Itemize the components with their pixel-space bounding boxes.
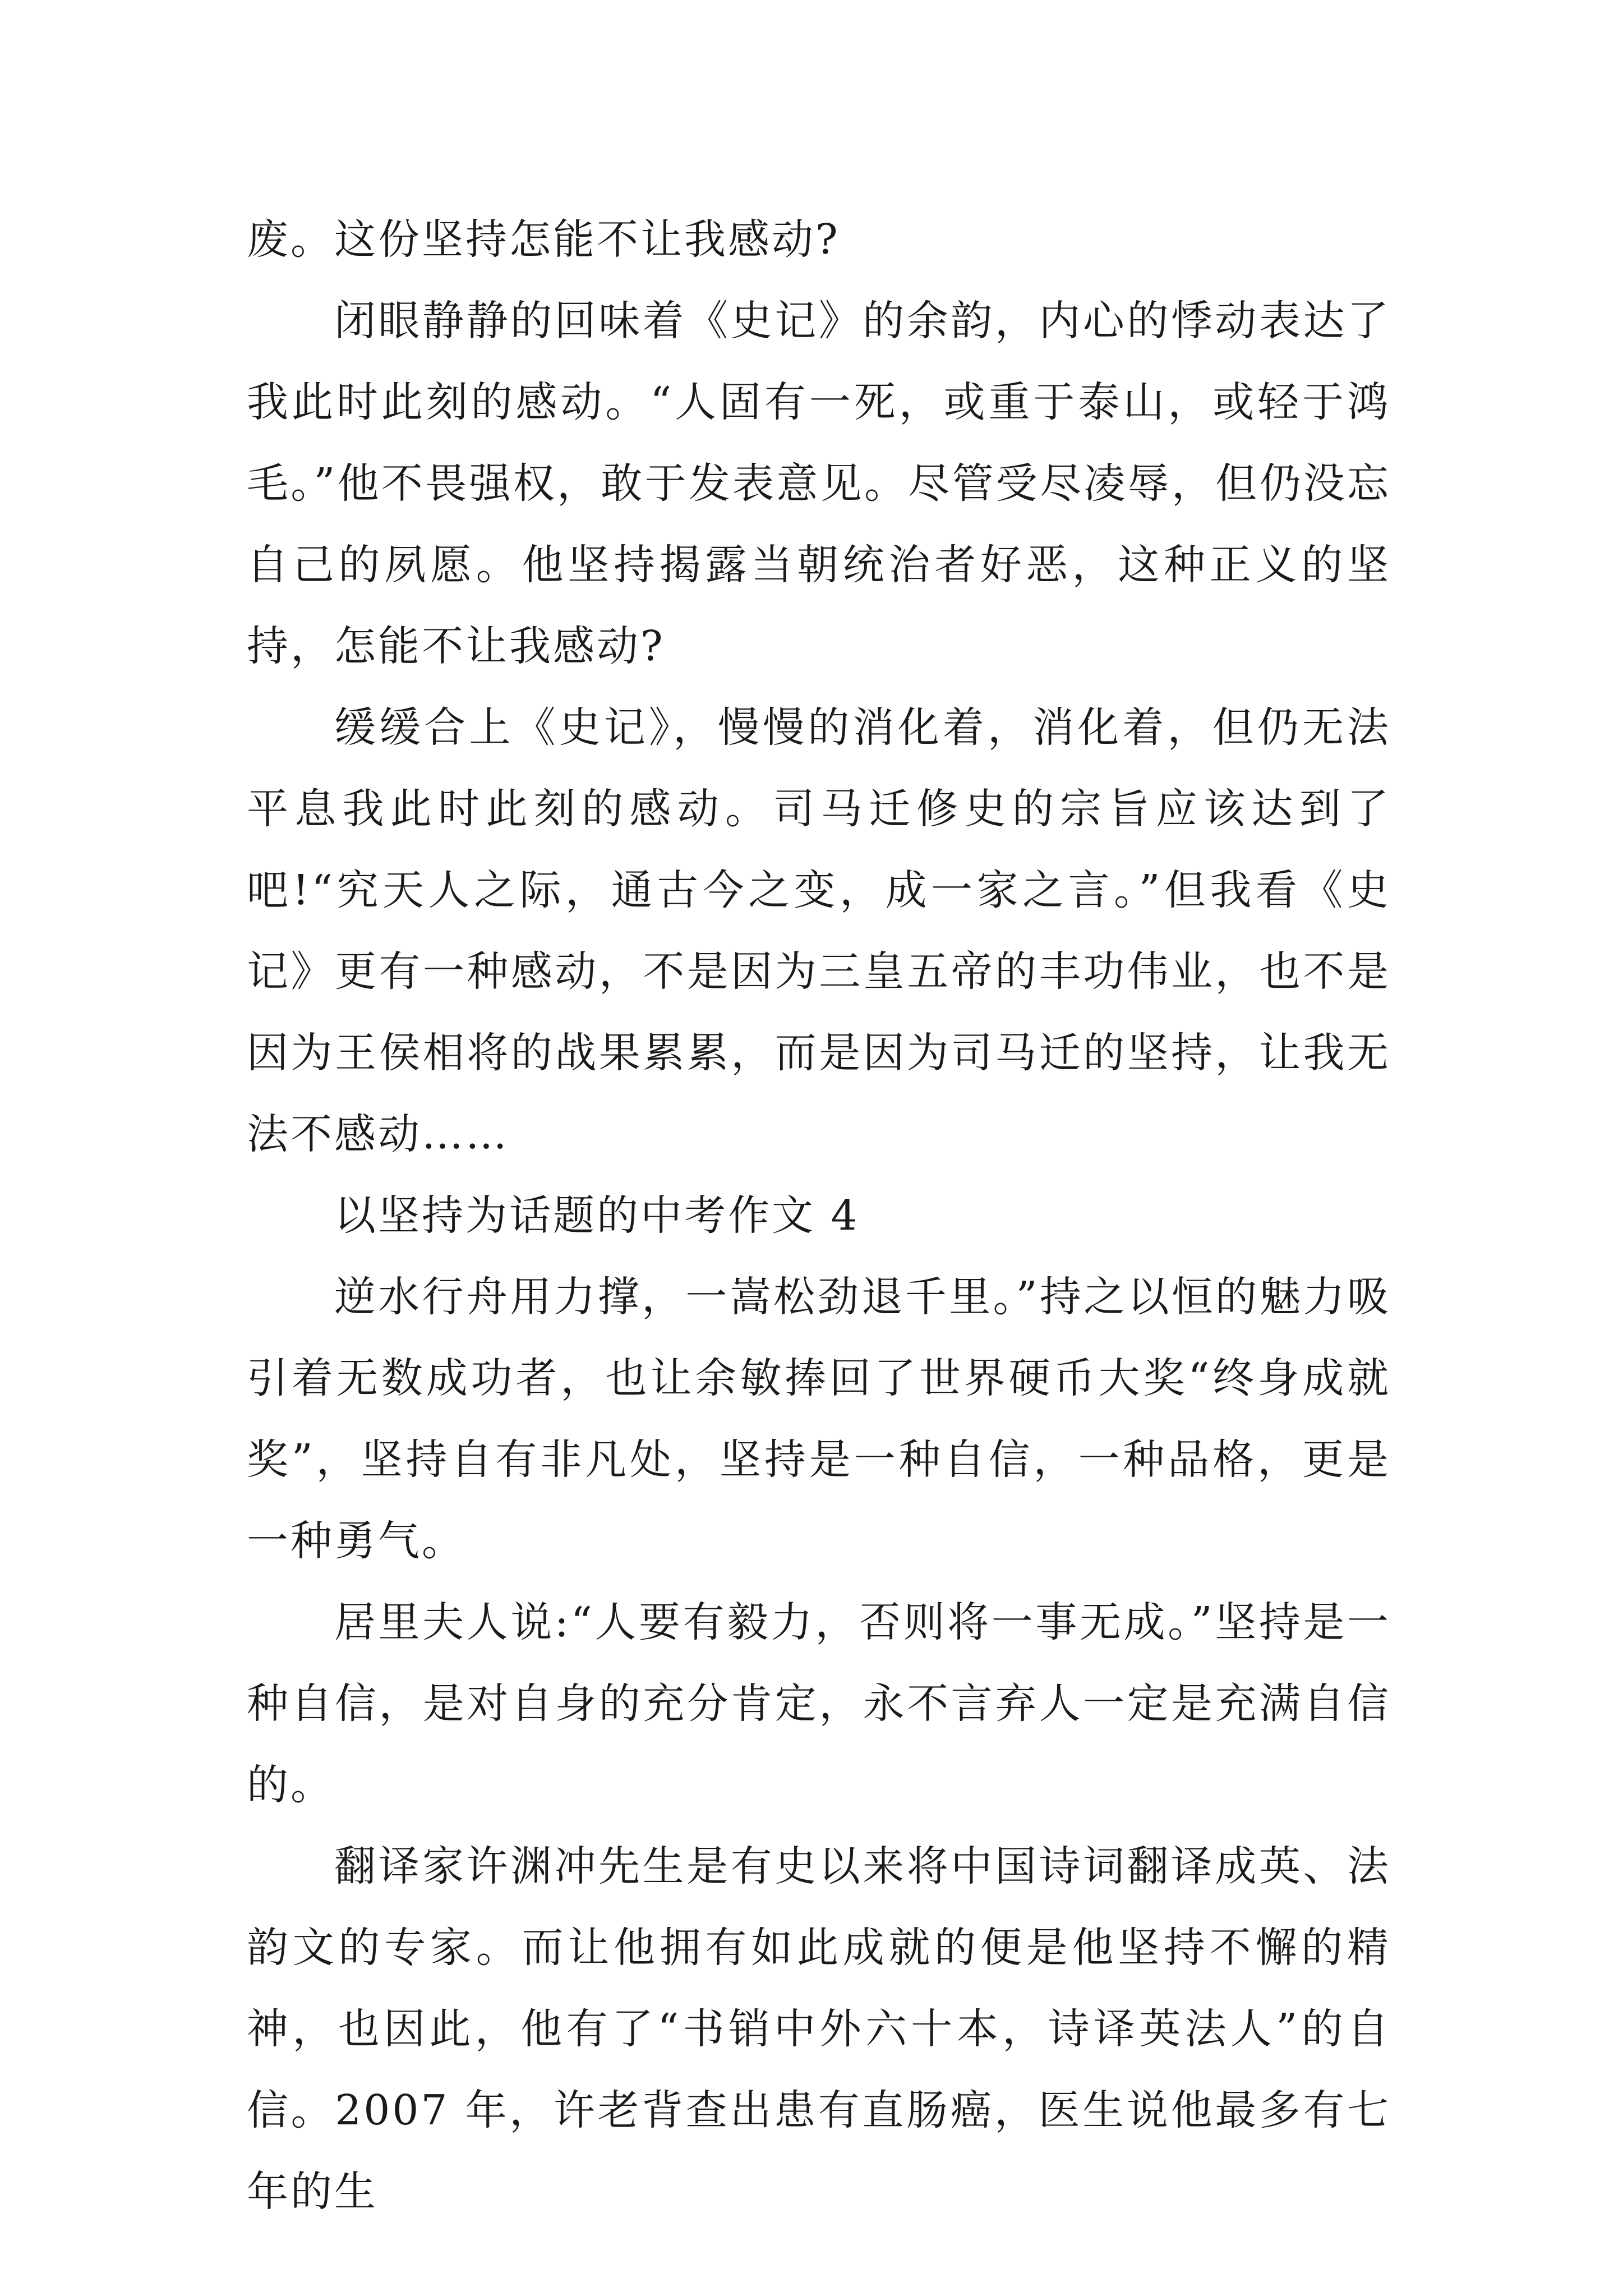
document-body [247, 199, 1391, 2233]
paragraph-3: 缓缓合上《史记》，慢慢的消化着，消化着，但仍无法平息我此时此刻的感动。司马迁修史的宗旨应该达到了吧!“究天人之际，通古今之变，成一家之言。”但我看《史记》更有一种感动，不是因为三皇五帝的丰功伟业，也不是因为王侯相将的战果累累，而是因为司马迁的坚持，让我无法不感动…… [247, 703, 1391, 1158]
section-heading: 以坚持为话题的中考作文 4 [334, 1191, 860, 1240]
paragraph-1: 废。这份坚持怎能不让我感动? [247, 215, 840, 264]
paragraph-2: 闭眼静静的回味着《史记》的余韵，内心的悸动表达了我此时此刻的感动。“人固有一死，或重于泰山，或轻于鸿毛。”他不畏强权，敢于发表意见。尽管受尽凌辱，但仍没忘自己的夙愿。他坚持揭露当朝统治者好恶，这种正义的坚持，怎能不让我感动? [247, 297, 1391, 670]
paragraph-4: 逆水行舟用力撑，一嵩松劲退千里。”持之以恒的魅力吸引着无数成功者，也让余敏捧回了世界硬币大奖“终身成就奖”，坚持自有非凡处，坚持是一种自信，一种品格，更是一种勇气。 [247, 1273, 1391, 1565]
paragraph-5: 居里夫人说:“人要有毅力，否则将一事无成。”坚持是一种自信，是对自身的充分肯定，永不言弃人一定是充满自信的。 [247, 1598, 1391, 1809]
paragraph-6: 翻译家许渊冲先生是有史以来将中国诗词翻译成英、法韵文的专家。而让他拥有如此成就的便是他坚持不懈的精神，也因此，他有了“书销中外六十本，诗译英法人”的自信。2007 年，许老背查出患有直肠癌，医生说他最多有七年的生 [247, 1842, 1391, 2216]
